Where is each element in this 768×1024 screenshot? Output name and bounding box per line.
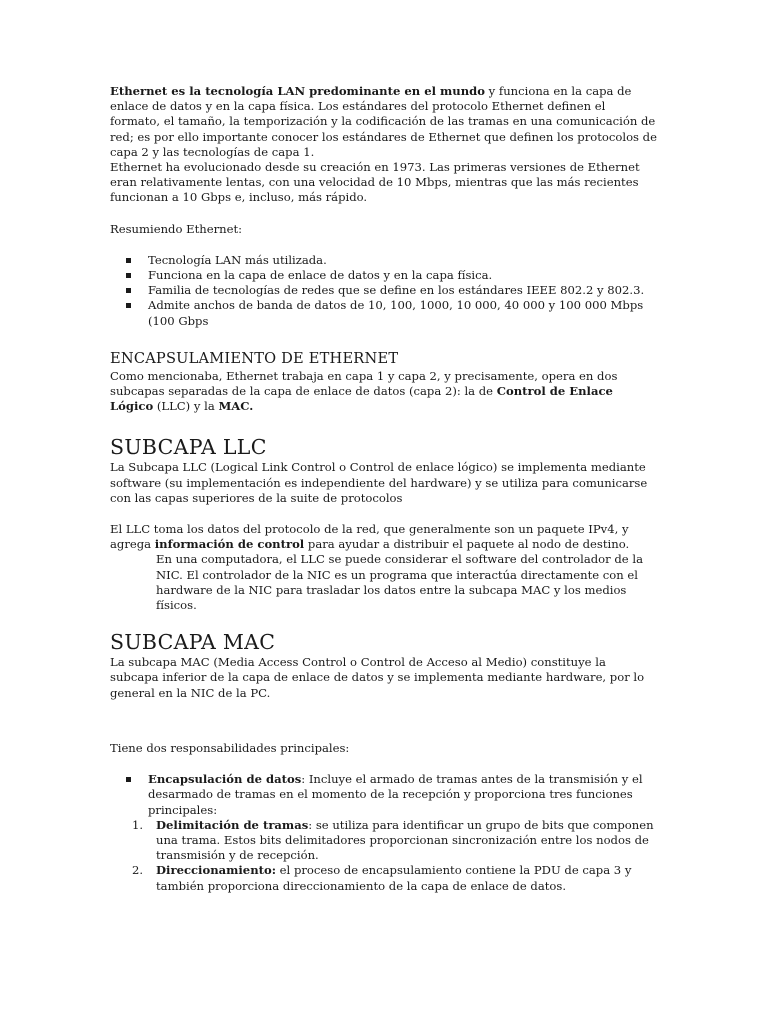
encapsulation-heading: ENCAPSULAMIENTO DE ETHERNET [110, 349, 399, 367]
list-item: Tecnología LAN más utilizada. [110, 253, 658, 268]
functions-list [110, 818, 658, 894]
encapsulation-paragraph: Como mencionaba, Ethernet trabaja en capa 1 y capa 2, y precisamente, opera en dos subcapas separadas de la capa de enlace de datos (capa 2): la de Control de Enlace Lógico (LLC) y la MAC. [110, 368, 618, 414]
summary-list [110, 253, 658, 329]
mac-heading: SUBCAPA MAC [110, 630, 276, 655]
intro-text: y funciona en la capa de enlace de datos y en la capa física. Los estándares del protocolo Ethernet definen el formato, el tamaño, la temporización y la codificación de las tramas en una comunicación de red; es por ello importante conocer los estándares de Ethernet que definen los protocolos de capa 2 y las tecnologías de capa 1. [110, 84, 657, 159]
control-info-bold-text: información de control [154, 537, 305, 552]
intro-paragraph [110, 84, 658, 160]
list-item: 2. Direccionamiento: el proceso de encapsulamiento contiene la PDU de capa 3 y también proporciona direccionamiento de la capa de enlace de datos. [132, 863, 632, 893]
square-bullet-icon [126, 288, 131, 293]
responsibilities-list [110, 772, 658, 818]
list-item: Admite anchos de banda de datos de 10, 100, 1000, 10 000, 40 000 y 100 000 Mbps (100 Gbps [110, 298, 658, 328]
square-bullet-icon [126, 777, 131, 782]
history-paragraph: Ethernet ha evolucionado desde su creación en 1973. Las primeras versiones de Ethernet eran relativamente lentas, con una velocidad de 10 Mbps, mientras que las más recientes funcionan a 10 Gbps e, incluso, más rápido. [110, 160, 640, 205]
responsibilities-heading: Tiene dos responsabilidades principales: [110, 740, 350, 755]
list-item: Familia de tecnologías de redes que se define en los estándares IEEE 802.2 y 802.3. [110, 283, 658, 298]
llc-indented-paragraph: En una computadora, el LLC se puede considerar el software del controlador de la NIC. El controlador de la NIC es un programa que interactúa directamente con el hardware de la NIC para trasladar los datos entre la subcapa MAC y los medios físicos. [156, 552, 643, 613]
mac-paragraph: La subcapa MAC (Media Access Control o Control de Acceso al Medio) constituye la subcapa inferior de la capa de enlace de datos y se implementa mediante hardware, por lo general en la NIC de la PC. [110, 655, 645, 700]
llc-data-paragraph: El LLC toma los datos del protocolo de la red, que generalmente son un paquete IPv4, y agrega información de control para ayudar a distribuir el paquete al nodo de destino. [110, 522, 630, 552]
llc-bold-text: Control de Enlace Lógico [110, 384, 613, 414]
square-bullet-icon [126, 273, 131, 278]
document-page [110, 84, 658, 894]
summary-heading: Resumiendo Ethernet: [110, 221, 243, 236]
list-item: Encapsulación de datos: Incluye el armado de tramas antes de la transmisión y el desarmado de tramas en el momento de la recepción y proporciona tres funciones principales: [110, 772, 658, 818]
encapsulation-data-bold-text: Encapsulación de datos [148, 772, 302, 787]
list-item: Funciona en la capa de enlace de datos y en la capa física. [110, 268, 658, 283]
intro-bold-text: Ethernet es la tecnología LAN predominante en el mundo [110, 84, 485, 98]
square-bullet-icon [126, 258, 131, 263]
square-bullet-icon [126, 303, 131, 308]
llc-heading: SUBCAPA LLC [110, 435, 267, 460]
mac-bold-text: MAC. [218, 399, 254, 414]
list-item: 1. Delimitación de tramas: se utiliza para identificar un grupo de bits que componen una trama. Estos bits delimitadores proporcionan sincronización entre los nodos de transmisión y de recepción. [132, 817, 654, 863]
llc-paragraph: La Subcapa LLC (Logical Link Control o Control de enlace lógico) se implementa mediante software (su implementación es independiente del hardware) y se utiliza para comunicarse con las capas superiores de la suite de protocolos [110, 460, 648, 505]
